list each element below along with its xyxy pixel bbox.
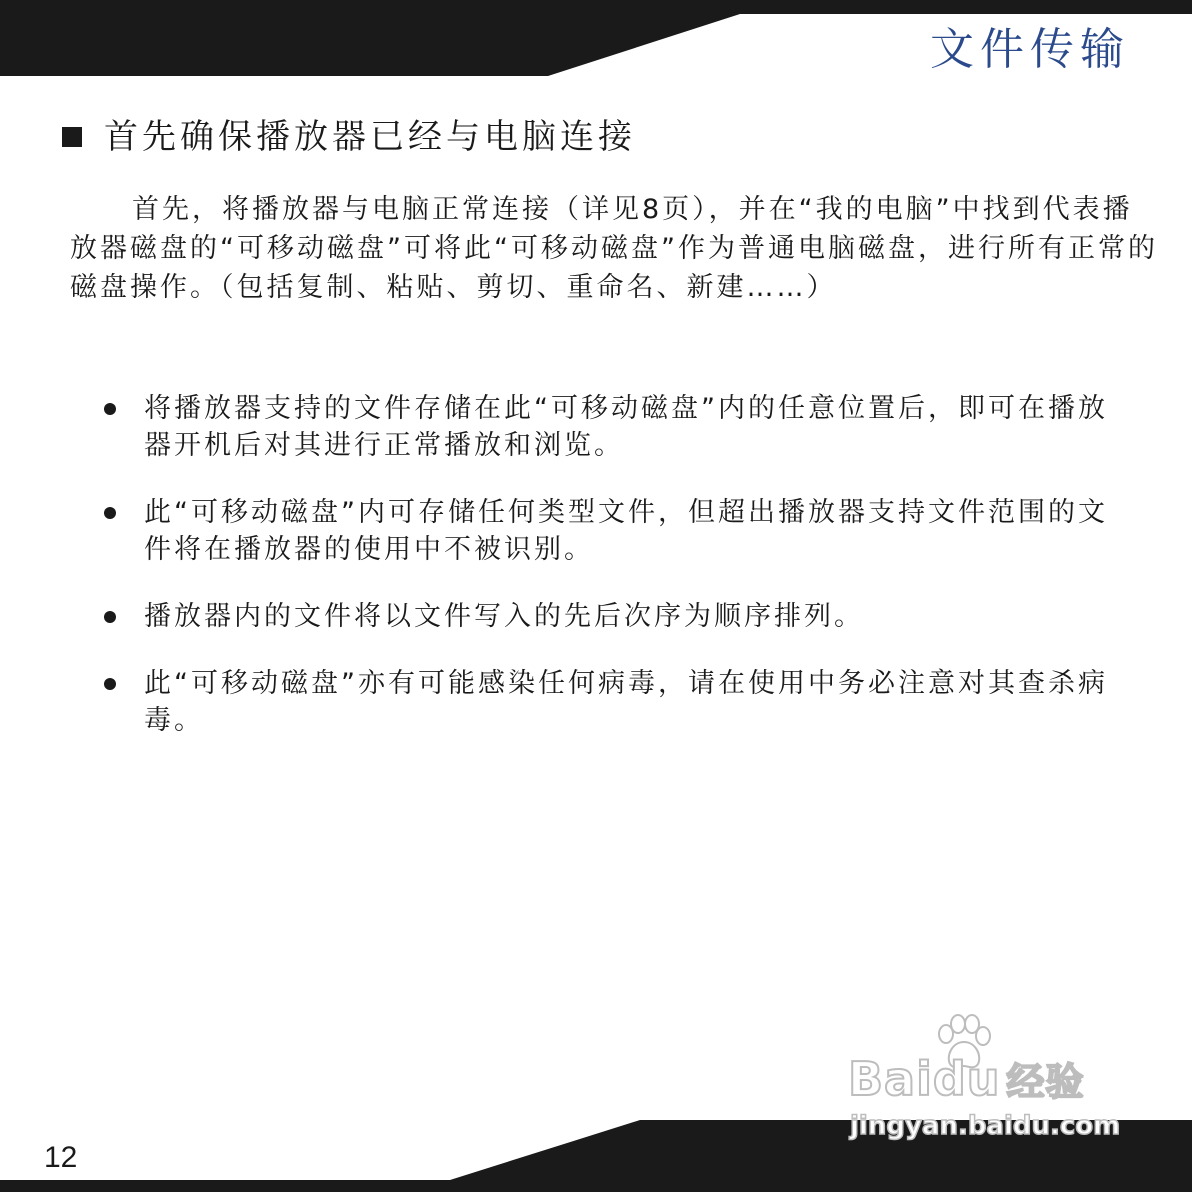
page-title: 文件传输: [930, 24, 1130, 75]
list-item-text: 此“可移动磁盘”亦有可能感染任何病毒，请在使用中务必注意对其查杀病毒。: [144, 668, 1108, 736]
list-item-text: 将播放器支持的文件存储在此“可移动磁盘”内的任意位置后，即可在播放器开机后对其进行正常播放和浏览。: [144, 393, 1108, 461]
section-heading-text: 首先确保播放器已经与电脑连接: [104, 117, 636, 157]
list-item-text: 播放器内的文件将以文件写入的先后次序为顺序排列。: [144, 601, 864, 632]
list-item: [104, 598, 1114, 635]
watermark: [840, 1012, 1130, 1152]
intro-paragraph: 首先，将播放器与电脑正常连接（详见8页），并在“我的电脑”中找到代表播放器磁盘的“可移动磁盘”可将此“可移动磁盘”作为普通电脑磁盘，进行所有正常的磁盘操作。（包括复制、粘贴、剪切、重命名、新建……）: [70, 194, 1158, 303]
bullet-dot-icon: [104, 507, 116, 519]
page-number: 12: [44, 1141, 78, 1174]
bullet-dot-icon: [104, 678, 116, 690]
bullet-list: [104, 390, 1114, 769]
bullet-dot-icon: [104, 611, 116, 623]
watermark-brand-suffix: 经验: [1006, 1060, 1085, 1104]
list-item: [104, 665, 1114, 739]
watermark-brand-name: Baidu: [848, 1052, 1001, 1106]
list-item: [104, 390, 1114, 464]
square-bullet-icon: [62, 127, 82, 147]
bullet-dot-icon: [104, 403, 116, 415]
section-heading: [62, 112, 636, 162]
watermark-brand: [848, 1052, 1085, 1109]
list-item-text: 此“可移动磁盘”内可存储任何类型文件，但超出播放器支持文件范围的文件将在播放器的使用中不被识别。: [144, 497, 1108, 565]
watermark-url: jingyan.baidu.com: [850, 1111, 1121, 1141]
list-item: [104, 494, 1114, 568]
